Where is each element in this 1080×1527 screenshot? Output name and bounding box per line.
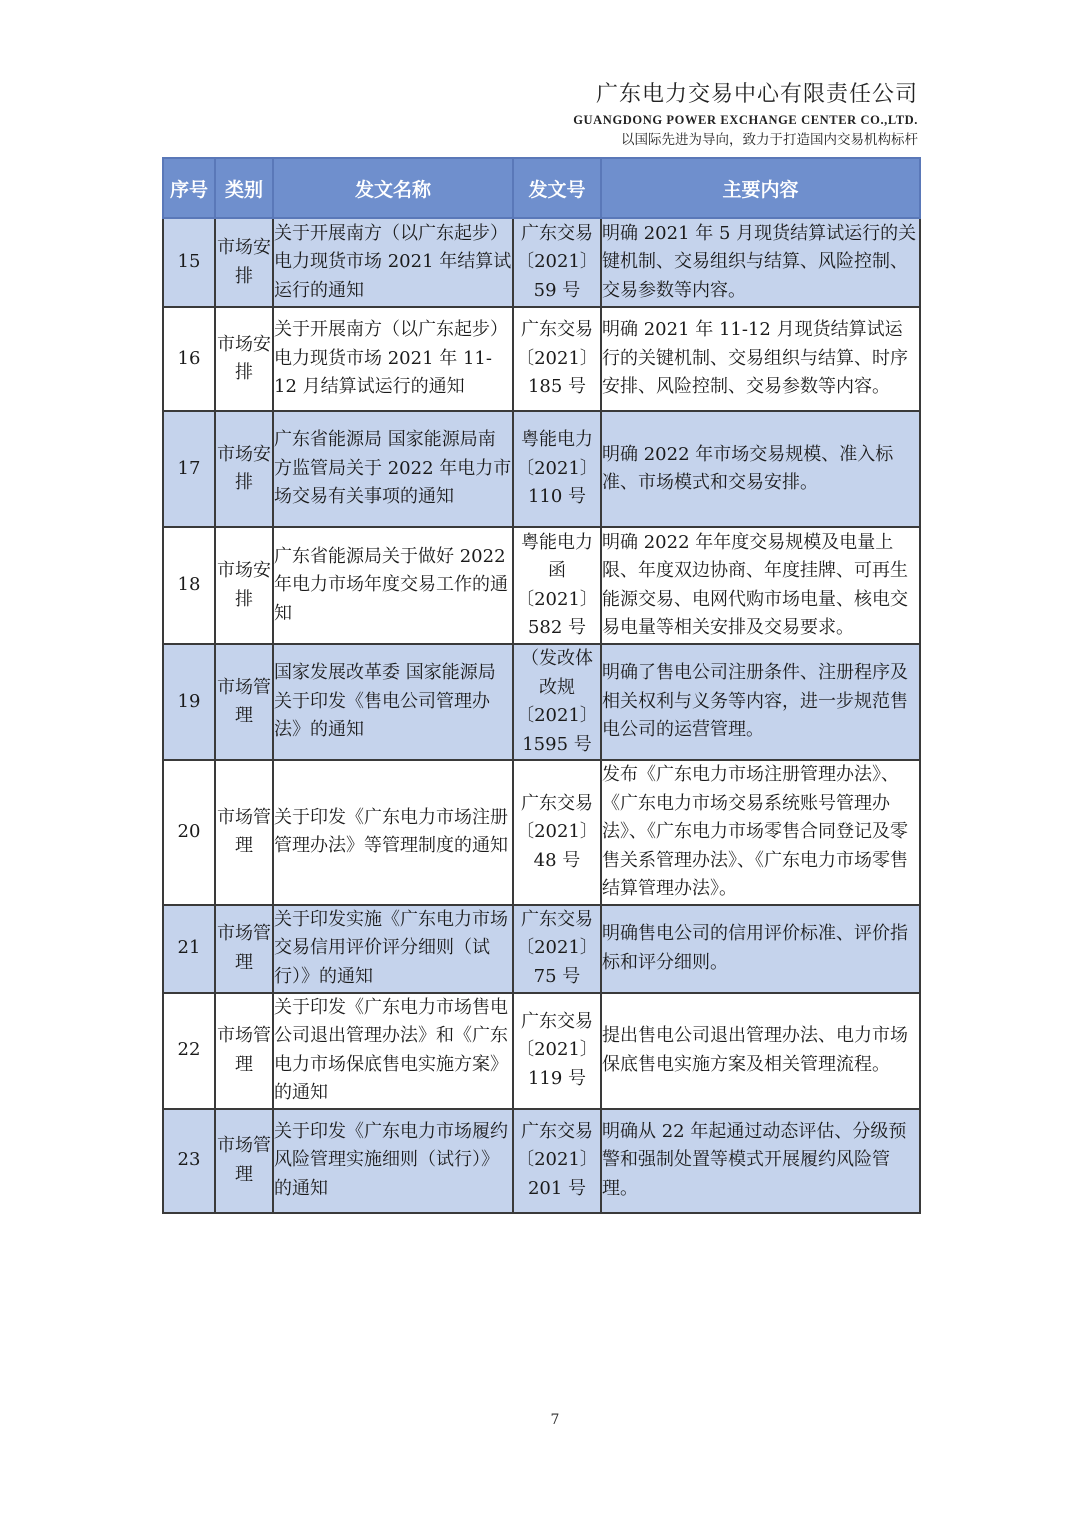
row-doc-number: 粤能电力〔2021〕110 号	[513, 411, 601, 527]
table-row	[163, 1109, 920, 1213]
column-header-title: 发文名称	[273, 158, 513, 218]
row-content: 明确 2022 年年度交易规模及电量上限、年度双边协商、年度挂牌、可再生能源交易、电网代购市场电量、核电交易电量等相关安排及交易要求。	[601, 527, 920, 644]
row-title: 关于印发《广东电力市场售电公司退出管理办法》和《广东电力市场保底售电实施方案》的通知	[273, 993, 513, 1109]
company-name-cn: 广东电力交易中心有限责任公司	[595, 82, 918, 107]
notices-table	[162, 157, 921, 1214]
column-header-no: 序号	[163, 158, 215, 218]
row-number: 15	[163, 218, 215, 307]
table-row	[163, 644, 920, 760]
row-doc-number: 广东交易〔2021〕59 号	[513, 218, 601, 307]
row-number: 19	[163, 644, 215, 760]
row-category: 市场管理	[215, 1109, 273, 1213]
row-content: 明确 2022 年市场交易规模、准入标准、市场模式和交易安排。	[601, 411, 920, 527]
row-number: 17	[163, 411, 215, 527]
row-number: 21	[163, 905, 215, 993]
row-title: 广东省能源局关于做好 2022 年电力市场年度交易工作的通知	[273, 527, 513, 644]
row-category: 市场管理	[215, 905, 273, 993]
row-content: 发布《广东电力市场注册管理办法》、《广东电力市场交易系统账号管理办法》、《广东电力市场零售合同登记及零售关系管理办法》、《广东电力市场零售结算管理办法》。	[601, 760, 920, 905]
row-title: 广东省能源局 国家能源局南方监管局关于 2022 年电力市场交易有关事项的通知	[273, 411, 513, 527]
table-row	[163, 527, 920, 644]
row-number: 16	[163, 307, 215, 411]
column-header-category: 类别	[215, 158, 273, 218]
row-category: 市场管理	[215, 993, 273, 1109]
row-category: 市场安排	[215, 411, 273, 527]
row-number: 20	[163, 760, 215, 905]
row-title: 关于印发《广东电力市场注册管理办法》等管理制度的通知	[273, 760, 513, 905]
row-content: 明确售电公司的信用评价标准、评价指标和评分细则。	[601, 905, 920, 993]
letterhead	[573, 80, 918, 150]
company-slogan: 以国际先进为导向，致力于打造国内交易机构标杆	[621, 132, 918, 148]
row-content: 明确 2021 年 11-12 月现货结算试运行的关键机制、交易组织与结算、时序安排、风险控制、交易参数等内容。	[601, 307, 920, 411]
row-doc-number: 广东交易〔2021〕185 号	[513, 307, 601, 411]
row-doc-number: （发改体改规〔2021〕1595 号	[513, 644, 601, 760]
row-content: 明确从 22 年起通过动态评估、分级预警和强制处置等模式开展履约风险管理。	[601, 1109, 920, 1213]
page-number: 7	[550, 1412, 560, 1428]
company-name-en: GUANGDONG POWER EXCHANGE CENTER CO.,LTD.	[573, 113, 918, 127]
row-category: 市场安排	[215, 527, 273, 644]
row-doc-number: 广东交易〔2021〕75 号	[513, 905, 601, 993]
row-title: 关于印发《广东电力市场履约风险管理实施细则（试行）》的通知	[273, 1109, 513, 1213]
row-doc-number: 广东交易〔2021〕48 号	[513, 760, 601, 905]
row-number: 22	[163, 993, 215, 1109]
table-row	[163, 760, 920, 905]
row-doc-number: 粤能电力函〔2021〕582 号	[513, 527, 601, 644]
row-title: 国家发展改革委 国家能源局关于印发《售电公司管理办法》的通知	[273, 644, 513, 760]
table-row	[163, 307, 920, 411]
row-content: 提出售电公司退出管理办法、电力市场保底售电实施方案及相关管理流程。	[601, 993, 920, 1109]
row-doc-number: 广东交易〔2021〕119 号	[513, 993, 601, 1109]
row-title: 关于开展南方（以广东起步）电力现货市场 2021 年结算试运行的通知	[273, 218, 513, 307]
row-content: 明确 2021 年 5 月现货结算试运行的关键机制、交易组织与结算、风险控制、交易参数等内容。	[601, 218, 920, 307]
row-category: 市场安排	[215, 307, 273, 411]
row-title: 关于开展南方（以广东起步）电力现货市场 2021 年 11-12 月结算试运行的通知	[273, 307, 513, 411]
table-row	[163, 905, 920, 993]
table-row	[163, 218, 920, 307]
row-category: 市场安排	[215, 218, 273, 307]
row-category: 市场管理	[215, 644, 273, 760]
row-doc-number: 广东交易〔2021〕201 号	[513, 1109, 601, 1213]
column-header-doc-no: 发文号	[513, 158, 601, 218]
row-content: 明确了售电公司注册条件、注册程序及相关权利与义务等内容，进一步规范售电公司的运营管理。	[601, 644, 920, 760]
table-header-row	[163, 158, 920, 218]
column-header-content: 主要内容	[601, 158, 920, 218]
table-row	[163, 993, 920, 1109]
row-category: 市场管理	[215, 760, 273, 905]
table-row	[163, 411, 920, 527]
row-title: 关于印发实施《广东电力市场交易信用评价评分细则（试行）》的通知	[273, 905, 513, 993]
row-number: 18	[163, 527, 215, 644]
row-number: 23	[163, 1109, 215, 1213]
